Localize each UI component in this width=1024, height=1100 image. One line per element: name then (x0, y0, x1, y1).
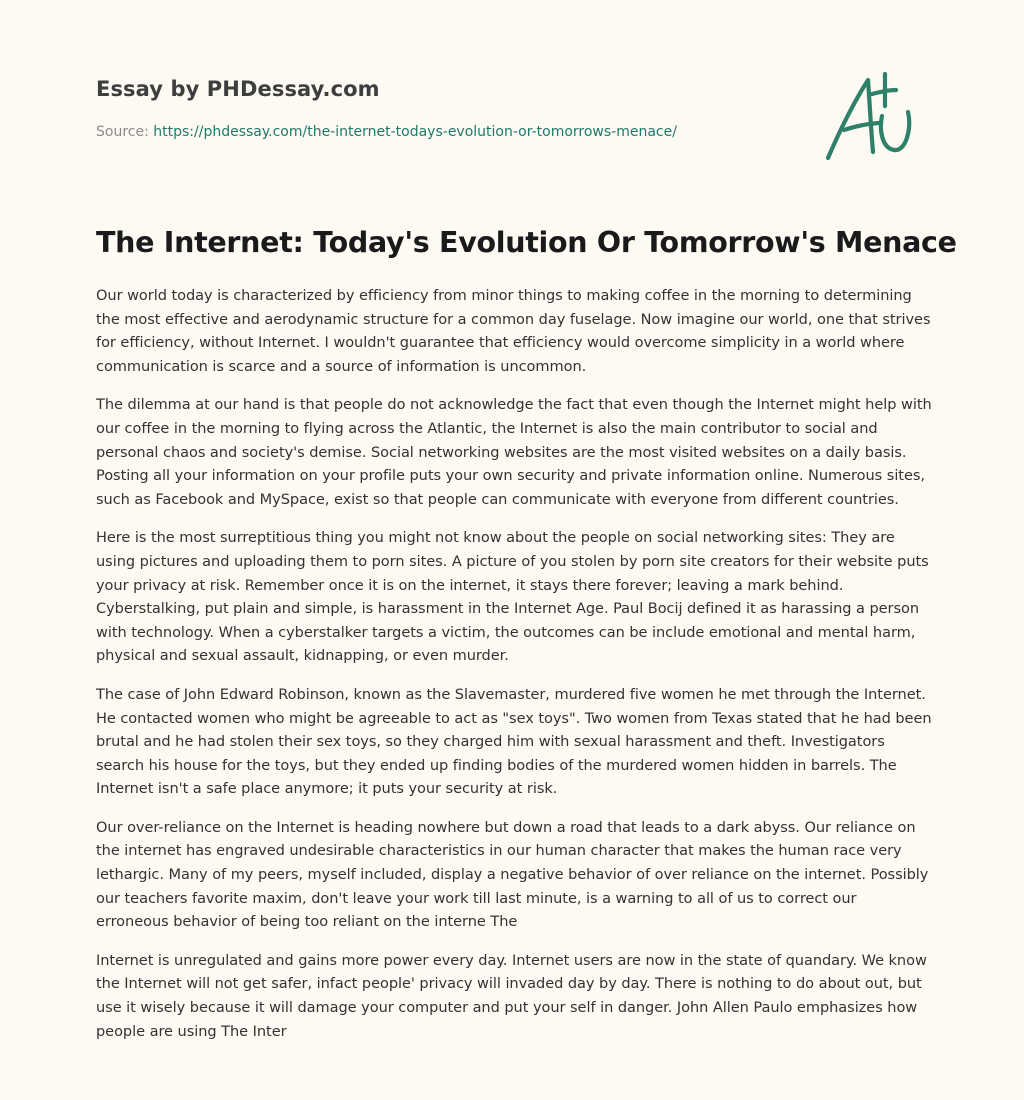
source-link[interactable]: https://phdessay.com/the-internet-todays-evolution-or-tomorrows-menace/ (153, 124, 677, 140)
essay-paragraph: Our world today is characterized by efficiency from minor things to making coffee in the morning to determining the most effective and aerodynamic structure for a common day fuselage. Now imagine our world, one that strives for efficiency, without Internet. I wouldn't guarantee that efficiency would overcome simplicity in a world where communication is scarce and a source of information is uncommon. (96, 287, 931, 375)
page-header (96, 0, 928, 200)
source-label: Source: (96, 124, 154, 140)
essay-paragraph: Our over-reliance on the Internet is heading nowhere but down a road that leads to a dark abyss. Our reliance on the internet has engraved undesirable characteristics in our human character that makes the human race very lethargic. Many of my peers, myself included, display a negative behavior of over reliance on the internet. Possibly our teachers favorite maxim, don't leave your work till last minute, is a warning to all of us to correct our erroneous behavior of being too reliant on the interne The (96, 818, 929, 931)
essay-paragraph: The dilemma at our hand is that people do not acknowledge the fact that even though the Internet might help with our coffee in the morning to flying across the Atlantic, the Internet is also the main contributor to social and personal chaos and society's demise. Social networking websites are the most visited websites on a daily basis. Posting all your information on your profile puts your own security and private information online. Numerous sites, such as Facebook and MySpace, exist so that people can communicate with everyone from different countries. (96, 396, 932, 508)
site-title: Essay by PHDessay.com (96, 77, 380, 101)
essay-title: The Internet: Today's Evolution Or Tomorrow's Menace (96, 226, 957, 259)
essay-paragraph: The case of John Edward Robinson, known as the Slavemaster, murdered five women he met through the Internet. He contacted women who might be agreeable to act as "sex toys". Two women from Texas stated that he had been brutal and he had stolen their sex toys, so they charged him with sexual harassment and theft. Investigators search his house for the toys, but they ended up finding bodies of the murdered women hidden in barrels. The Internet isn't a safe place anymore; it puts your security at risk. (96, 685, 932, 798)
essay-paragraph: Internet is unregulated and gains more power every day. Internet users are now in the state of quandary. We know the Internet will not get safer, infact people' privacy will invaded day by day. There is nothing to do about out, but use it wisely because it will damage your computer and put your self in danger. John Allen Paulo emphasizes how people are using The Inter (96, 951, 927, 1040)
a-plus-logo-icon (824, 68, 928, 168)
essay-paragraph: Here is the most surreptitious thing you might not know about the people on social networking sites: They are using pictures and uploading them to porn sites. A picture of you stolen by porn site creators for their website puts your privacy at risk. Remember once it is on the internet, it stays there forever; leaving a mark behind. Cyberstalking, put plain and simple, is harassment in the Internet Age. Paul Bocij defined it as harassing a person with technology. When a cyberstalker targets a victim, the outcomes can be include emotional and mental harm, physical and sexual assault, kidnapping, or even murder. (96, 529, 929, 665)
source-line (96, 124, 677, 140)
essay-body (96, 284, 932, 1058)
